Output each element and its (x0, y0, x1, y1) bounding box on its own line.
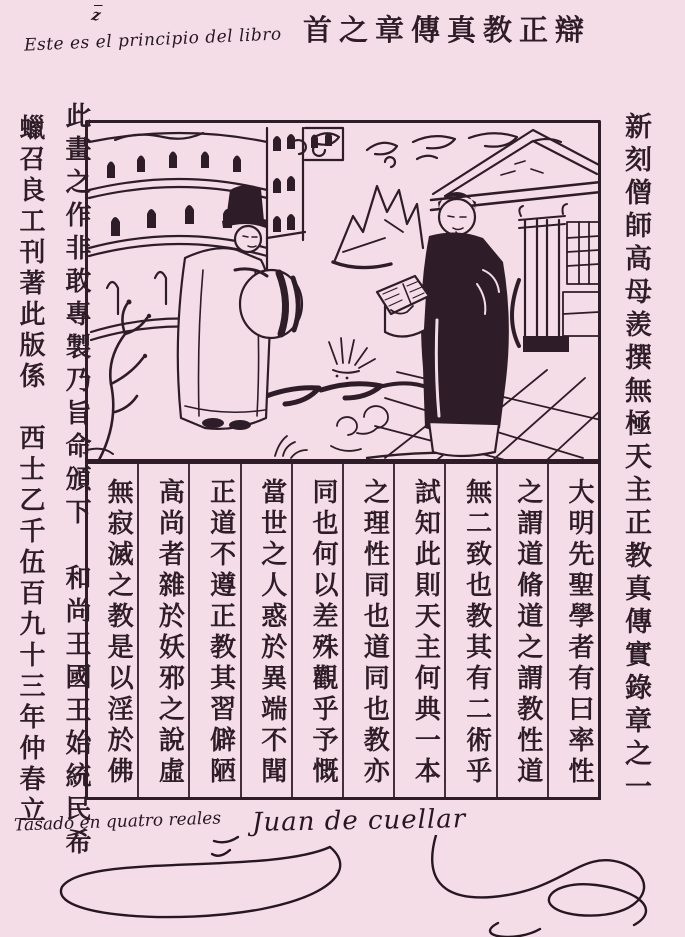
scholar-face (235, 226, 261, 252)
rising-sun (329, 338, 375, 379)
signature: Juan de cuellar (251, 804, 467, 838)
scholar-shoe (202, 418, 224, 428)
handrail (512, 280, 519, 346)
grass-tuft (275, 436, 307, 458)
text-column-9: 高尚者雜於妖邪之說虛 (137, 464, 188, 797)
scholar-hat (222, 185, 267, 228)
signature-flourish (0, 835, 685, 937)
mountains (333, 186, 423, 268)
curl-motif (331, 406, 388, 451)
notary-mark (212, 837, 238, 856)
flourish-curl (490, 923, 540, 937)
text-column-6: 同也何以差殊觀乎予慨 (291, 464, 342, 797)
text-column-7: 當世之人惑於異端不聞 (240, 464, 291, 797)
text-column-8: 正道不遵正教其習僻陋 (188, 464, 239, 797)
friar-under-robe (429, 422, 499, 456)
plum-branch (87, 300, 151, 461)
main-text-block (85, 461, 601, 800)
flourish-signature-loops (432, 835, 646, 925)
friar-cloak (421, 232, 509, 436)
text-column-2: 之謂道脩道之謂教性道 (496, 464, 547, 797)
text-column-10: 無寂滅之教是以淫於佛 (103, 478, 134, 788)
scholar-shoe (229, 420, 251, 430)
text-column-3: 無二致也教其有二術乎 (444, 464, 495, 797)
dominican-friar (377, 192, 509, 456)
text-column-4: 試知此則天主何典一本 (393, 464, 444, 797)
text-column-1: 大明先聖學者有曰率性 (547, 464, 598, 797)
spanish-inscription: Este es el principio del libro (23, 24, 283, 56)
clouds (115, 133, 561, 167)
left-margin-outer-column: 蠟召良工刊著此版係 西士乙千伍百九十三年仲春立 (15, 114, 45, 827)
left-margin-inner-column: 此畫之作非敢專製乃旨命頒下 和尚王國王始統民希 (61, 102, 91, 861)
appraisal-note: Tasado en quatro reales (13, 808, 222, 836)
temple-shelf (563, 222, 599, 336)
temple-plinth (523, 336, 569, 352)
woodcut-illustration (85, 120, 601, 462)
corner-mark: $\overline{z}$ (90, 6, 103, 24)
flourish-left-loop (61, 847, 340, 917)
text-column-5: 之理性同也道同也教亦 (342, 464, 393, 797)
illustration-frame (87, 122, 600, 461)
right-margin-column: 新刻僧師高母羨撰無極天主正教真傳實錄章之一 (620, 112, 651, 805)
page-title: 首之章傳真教正辯 (303, 13, 592, 47)
temple-columns (512, 204, 569, 352)
